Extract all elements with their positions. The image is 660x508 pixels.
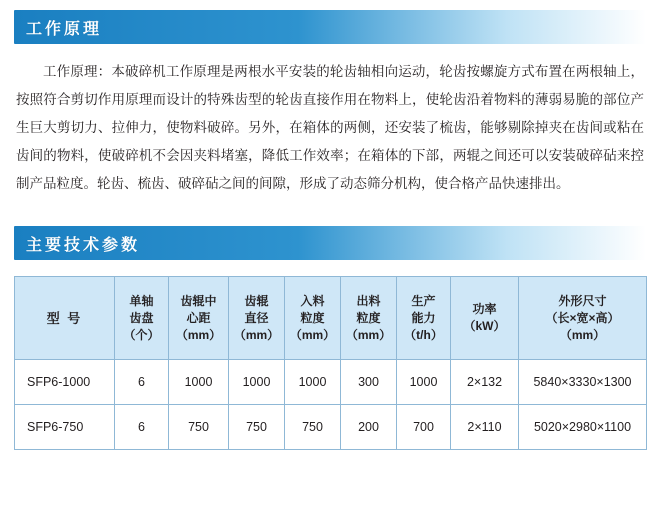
col-header-discharge-size-line1: 出料 xyxy=(356,293,381,308)
col-header-dimensions-line2: （长×宽×高） xyxy=(545,310,620,325)
section-title-specs: 主要技术参数 xyxy=(26,236,141,254)
document-page xyxy=(0,10,660,508)
cell-center-distance: 750 xyxy=(169,405,229,450)
cell-model: SFP6-750 xyxy=(15,405,115,450)
cell-disc: 6 xyxy=(115,360,169,405)
col-header-feed-size-line1: 入料 xyxy=(300,293,325,308)
col-header-discharge-size-line2: 粒度 xyxy=(356,310,381,325)
cell-model: SFP6-1000 xyxy=(15,360,115,405)
spec-table-wrap xyxy=(14,276,646,450)
cell-capacity: 1000 xyxy=(397,360,451,405)
col-header-roll-diameter-unit: （mm） xyxy=(233,327,280,342)
section-header-principle xyxy=(14,10,646,44)
col-header-power xyxy=(451,277,519,360)
section-spacer xyxy=(14,198,646,216)
col-header-feed-size xyxy=(285,277,341,360)
col-header-center-distance-unit: （mm） xyxy=(175,327,222,342)
cell-dimensions: 5840×3330×1300 xyxy=(519,360,647,405)
col-header-disc-unit: （个） xyxy=(123,327,160,342)
cell-roll-diameter: 750 xyxy=(229,405,285,450)
col-header-roll-diameter-line2: 直径 xyxy=(244,310,269,325)
col-header-dimensions-line1: 外形尺寸 xyxy=(558,293,607,308)
cell-center-distance: 1000 xyxy=(169,360,229,405)
col-header-disc-line1: 单轴 xyxy=(129,293,154,308)
col-header-capacity xyxy=(397,277,451,360)
cell-capacity: 700 xyxy=(397,405,451,450)
table-row xyxy=(15,405,647,450)
principle-paragraph: 工作原理：本破碎机工作原理是两根水平安装的轮齿轴相向运动，轮齿按螺旋方式布置在两根轴上，按照符合剪切作用原理而设计的特殊齿型的轮齿直接作用在物料上，使轮齿沿着物料的薄弱易脆的部位产生巨大剪切力、拉伸力，使物料破碎。另外，在箱体的两侧，还安装了梳齿，能够剔除掉夹在齿间或粘在齿间的物料，使破碎机不会因夹料堵塞，降低工作效率；在箱体的下部，两辊之间还可以安装破碎砧来控制产品粒度。轮齿、梳齿、破碎砧之间的间隙，形成了动态筛分机构，使合格产品快速排出。 xyxy=(16,64,644,191)
table-header-row xyxy=(15,277,647,360)
col-header-capacity-line1: 生产 xyxy=(411,293,436,308)
cell-discharge-size: 200 xyxy=(341,405,397,450)
col-header-power-line1: 功率 xyxy=(472,302,497,316)
col-header-disc xyxy=(115,277,169,360)
table-row xyxy=(15,360,647,405)
col-header-discharge-size xyxy=(341,277,397,360)
col-header-feed-size-unit: （mm） xyxy=(289,327,336,342)
cell-feed-size: 750 xyxy=(285,405,341,450)
cell-feed-size: 1000 xyxy=(285,360,341,405)
col-header-capacity-line2: 能力 xyxy=(411,310,436,325)
section-title-principle: 工作原理 xyxy=(26,20,103,38)
col-header-center-distance-line2: 心距 xyxy=(186,310,211,325)
col-header-roll-diameter xyxy=(229,277,285,360)
cell-discharge-size: 300 xyxy=(341,360,397,405)
cell-disc: 6 xyxy=(115,405,169,450)
cell-roll-diameter: 1000 xyxy=(229,360,285,405)
col-header-center-distance xyxy=(169,277,229,360)
col-header-model: 型 号 xyxy=(15,277,115,360)
col-header-dimensions-unit: （mm） xyxy=(559,327,606,342)
col-header-disc-line2: 齿盘 xyxy=(129,310,154,325)
cell-power: 2×132 xyxy=(451,360,519,405)
col-header-center-distance-line1: 齿辊中 xyxy=(180,293,217,308)
col-header-dimensions xyxy=(519,277,647,360)
col-header-discharge-size-unit: （mm） xyxy=(345,327,392,342)
cell-dimensions: 5020×2980×1100 xyxy=(519,405,647,450)
cell-power: 2×110 xyxy=(451,405,519,450)
col-header-roll-diameter-line1: 齿辊 xyxy=(244,293,269,308)
section-header-specs xyxy=(14,226,646,260)
col-header-power-unit: （kW） xyxy=(463,319,506,333)
spec-table xyxy=(14,276,647,450)
col-header-feed-size-line2: 粒度 xyxy=(300,310,325,325)
col-header-capacity-unit: （t/h） xyxy=(404,327,443,342)
